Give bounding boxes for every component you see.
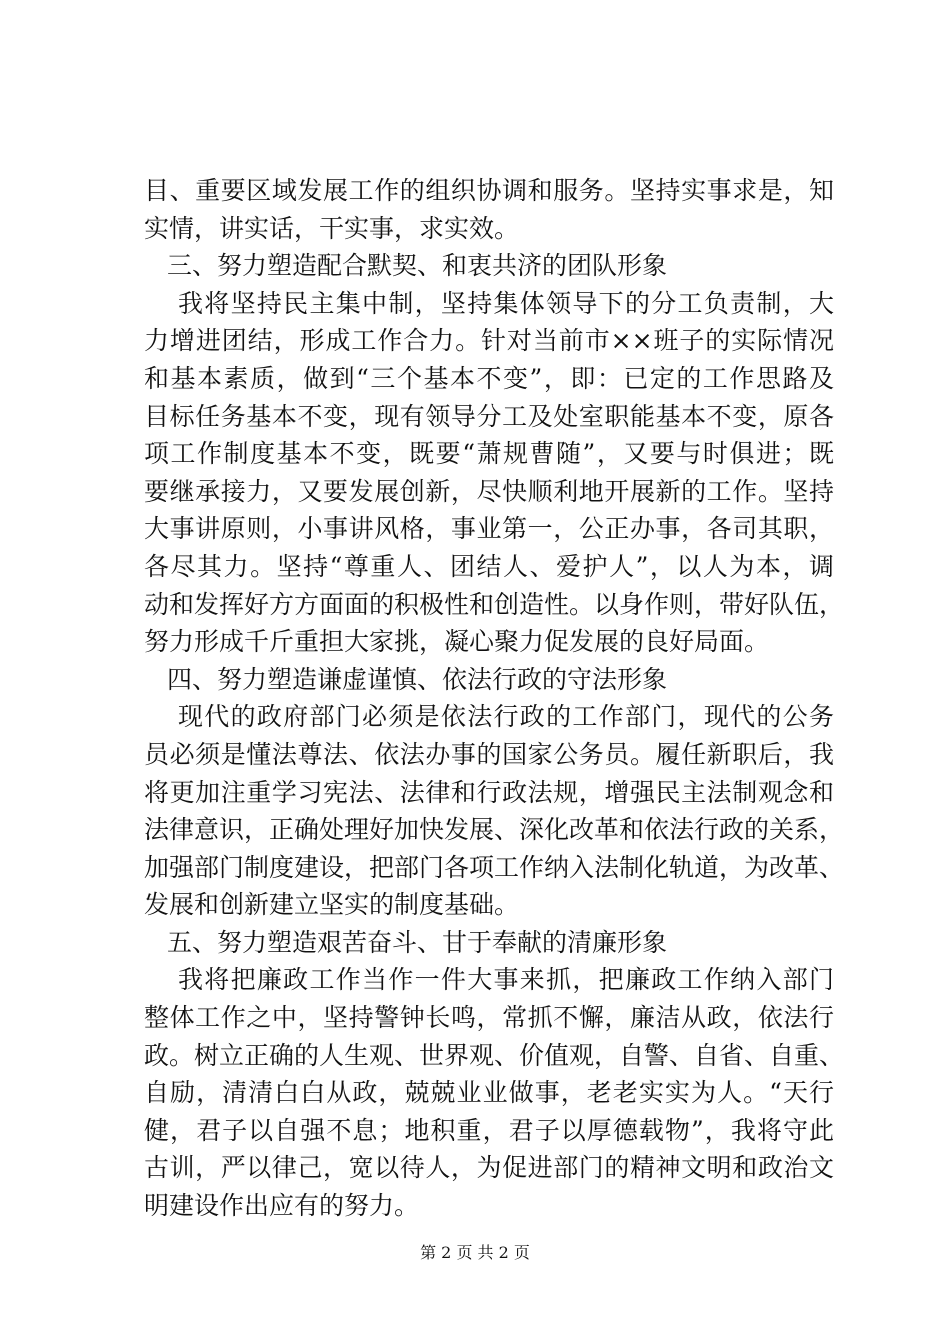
paragraph-line: 我将把廉政工作当作一件大事来抓，把廉政工作纳入部门 [178,965,834,995]
paragraph-line: 目标任务基本不变，现有领导分工及处室职能基本不变，原各 [144,401,834,431]
page-footer [0,1243,950,1263]
paragraph-line: 加强部门制度建设，把部门各项工作纳入法制化轨道，为改革、 [144,852,845,882]
paragraph-line: 要继承接力，又要发展创新，尽快顺利地开展新的工作。坚持 [144,476,834,506]
paragraph-line: 动和发挥好方方面面的积极性和创造性。以身作则，带好队伍， [144,589,845,619]
paragraph-line: 健，君子以自强不息；地积重，君子以厚德载物”，我将守此 [144,1115,834,1145]
paragraph-line: 将更加注重学习宪法、法律和行政法规，增强民主法制观念和 [144,777,834,807]
paragraph-line: 整体工作之中，坚持警钟长鸣，常抓不懈，廉洁从政，依法行 [144,1003,834,1033]
paragraph-line: 自励，清清白白从政，兢兢业业做事，老老实实为人。“天行 [144,1078,834,1108]
paragraph-line: 力增进团结，形成工作合力。针对当前市××班子的实际情况 [144,326,834,356]
paragraph-line: 各尽其力。坚持“尊重人、团结人、爱护人”，以人为本，调 [144,551,834,581]
section-heading: 四、努力塑造谦虚谨慎、依法行政的守法形象 [167,664,668,694]
paragraph-line: 实情，讲实话，干实事，求实效。 [144,213,520,243]
paragraph-line: 努力形成千斤重担大家挑，凝心聚力促发展的良好局面。 [144,627,770,657]
paragraph-line: 我将坚持民主集中制，坚持集体领导下的分工负责制，大 [178,288,834,318]
section-heading: 五、努力塑造艰苦奋斗、甘于奉献的清廉形象 [167,927,668,957]
paragraph-line: 和基本素质，做到“三个基本不变”，即：已定的工作思路及 [144,363,834,393]
paragraph-line: 目、重要区域发展工作的组织协调和服务。坚持实事求是，知 [144,176,834,205]
document-body [144,172,845,1225]
paragraph-line: 古训，严以律己，宽以待人，为促进部门的精神文明和政治文 [144,1153,834,1183]
paragraph-line: 明建设作出应有的努力。 [144,1191,420,1221]
paragraph-line: 政。树立正确的人生观、世界观、价值观，自警、自省、自重、 [144,1040,845,1070]
paragraph-line: 项工作制度基本不变，既要“萧规曹随”，又要与时俱进；既 [144,439,834,469]
page-number-label: 第 2 页 共 2 页 [420,1243,530,1262]
paragraph-line: 大事讲原则，小事讲风格，事业第一，公正办事，各司其职， [144,514,834,544]
paragraph-line: 发展和创新建立坚实的制度基础。 [144,890,520,920]
section-heading: 三、努力塑造配合默契、和衷共济的团队形象 [167,251,668,281]
paragraph-line: 现代的政府部门必须是依法行政的工作部门，现代的公务 [178,702,834,732]
paragraph-line: 员必须是懂法尊法、依法办事的国家公务员。履任新职后，我 [144,739,834,769]
paragraph-line: 法律意识，正确处理好加快发展、深化改革和依法行政的关系， [144,815,845,845]
